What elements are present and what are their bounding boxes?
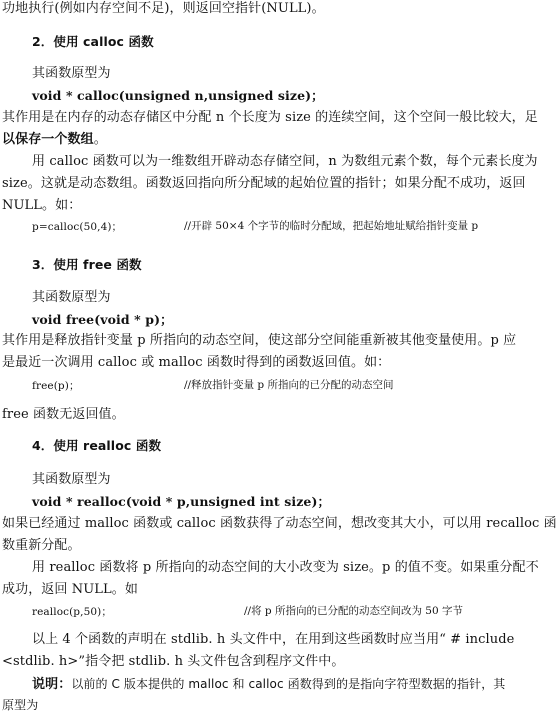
- text-line: <stdlib. h>”指令把 stdlib. h 头文件包含到程序文件中。: [2, 654, 345, 669]
- text-line: 数重新分配。: [2, 538, 81, 553]
- text-line: 其作用是在内存的动态存储区中分配 n 个长度为 size 的连续空间，这个空间一般比较大，足: [2, 110, 538, 125]
- text-line: 用 calloc 函数可以为一维数组开辟动态存储空间，n 为数组元素个数，每个元素长度为: [32, 154, 538, 169]
- text-line: size。这就是动态数组。函数返回指向所分配域的起始位置的指针；如果分配不成功，返回: [2, 176, 526, 191]
- section-heading-realloc: 4．使用 realloc 函数: [32, 438, 162, 453]
- code-line-calloc: p=calloc(50,4)；: [32, 221, 123, 233]
- text-line: 其作用是释放指针变量 p 所指向的动态空间，使这部分空间能重新被其他变量使用。p 应: [2, 333, 517, 348]
- realloc-prototype: void * realloc(void * p,unsigned int size)；: [32, 494, 331, 509]
- text-line: 其函数原型为: [32, 66, 111, 81]
- code-comment: //释放指针变量 p 所指向的已分配的动态空间: [184, 379, 394, 391]
- code-comment: //开辟 50×4 个字节的临时分配域，把起始地址赋给指针变量 p: [184, 220, 479, 232]
- code-line-free: free(p)；: [32, 380, 80, 392]
- text-line: [2, 132, 107, 148]
- free-prototype: void free(void * p)；: [32, 312, 173, 327]
- section-heading-calloc: 2．使用 calloc 函数: [32, 34, 154, 49]
- text-line: 成功，返回 NULL。如: [2, 582, 138, 597]
- emphasis-text: 以保存一个数组: [2, 132, 94, 147]
- text-line: free 函数无返回值。: [2, 407, 125, 422]
- text-line: 以上 4 个函数的声明在 stdlib. h 头文件中，在用到这些函数时应当用“ # include: [32, 632, 515, 647]
- code-line-realloc: realloc(p,50)；: [32, 606, 112, 618]
- note-label: 说明：: [32, 677, 72, 692]
- text-line: 如果已经通过 malloc 函数或 calloc 函数获得了动态空间，想改变其大小，可以用 recalloc 函: [2, 516, 557, 531]
- code-comment: //将 p 所指向的已分配的动态空间改为 50 字节: [244, 605, 464, 617]
- text-line: 用 realloc 函数将 p 所指向的动态空间的大小改变为 size。p 的值不变。如果重分配不: [32, 560, 539, 575]
- text-line: NULL。如：: [2, 198, 82, 213]
- section-heading-free: 3．使用 free 函数: [32, 257, 142, 272]
- text-line: 其函数原型为: [32, 472, 111, 487]
- note-text: 以前的 C 版本提供的 malloc 和 calloc 函数得到的是指向字符型数据的指针，其: [71, 677, 506, 691]
- calloc-prototype: void * calloc(unsigned n,unsigned size)；: [32, 88, 324, 103]
- text-line: 其函数原型为: [32, 290, 111, 305]
- text-line: 原型为: [2, 698, 39, 712]
- text-line: 是最近一次调用 calloc 或 malloc 函数时得到的函数返回值。如：: [2, 355, 391, 370]
- text-line: 功地执行(例如内存空间不足)，则返回空指针(NULL)。: [2, 1, 325, 16]
- punctuation: 。: [93, 132, 107, 147]
- note-line: [32, 676, 505, 693]
